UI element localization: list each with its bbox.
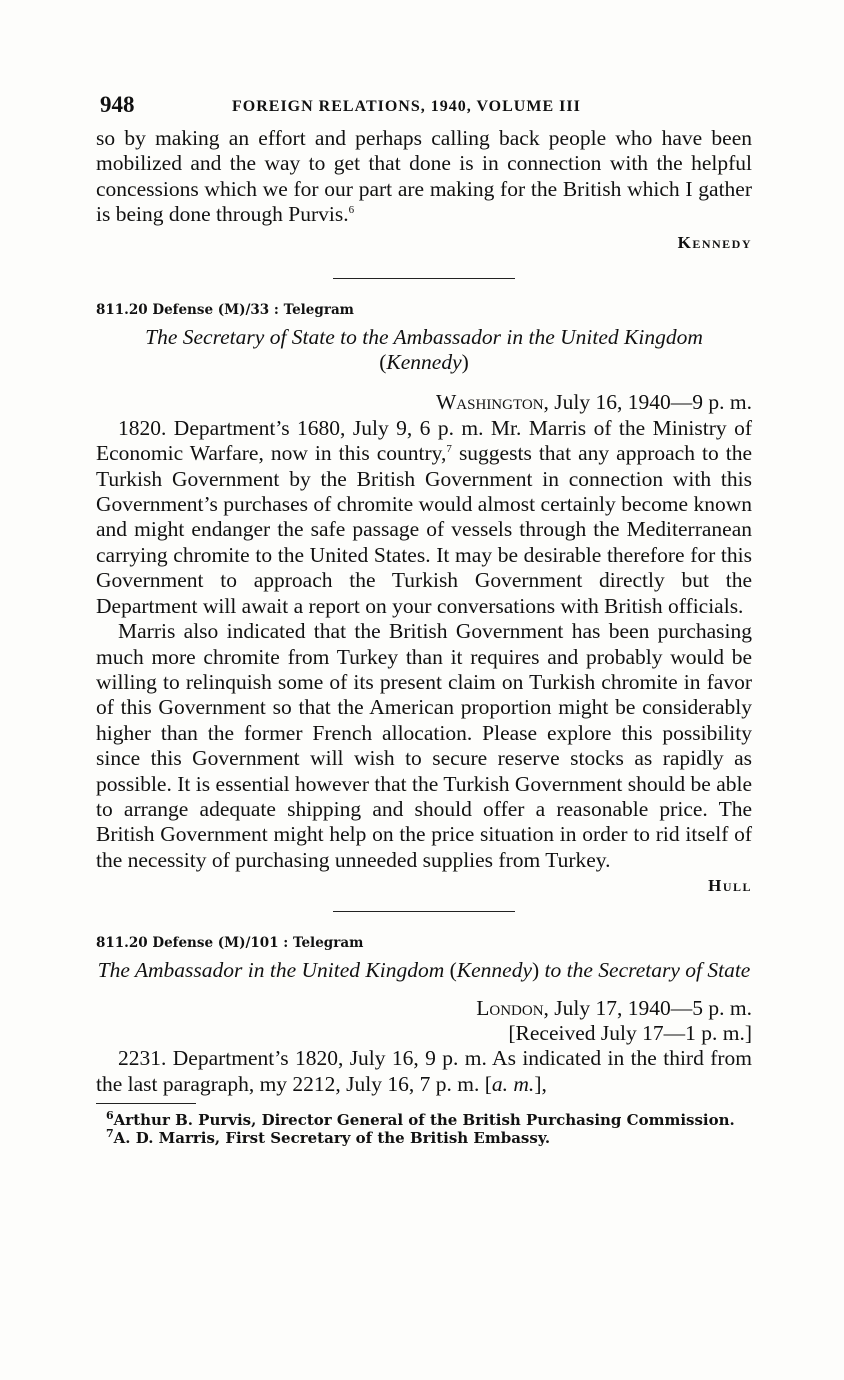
doc2-dateline	[96, 996, 752, 1021]
doc1-dateline-place: Washington	[436, 390, 544, 415]
footnote-6-mark: 6	[106, 1109, 114, 1123]
doc1-title-paren-open: (	[379, 350, 387, 375]
doc2-para1-am: a. m.	[491, 1071, 535, 1096]
doc2-title-main: The Ambassador in the United Kingdom	[97, 958, 445, 983]
doc1-title-name: Kennedy	[386, 350, 462, 375]
doc2-title-paren-close: )	[532, 958, 540, 983]
doc1-dateline	[96, 390, 752, 415]
doc2-title-name: Kennedy	[456, 958, 532, 983]
doc2-dateline-date: , July 17, 1940—5 p. m.	[543, 995, 752, 1020]
doc2-para1-text-a: 2231. Department’s 1820, July 16, 9 p. m. As indicated in the third from the last paragraph, my 2212, July 16, 7 p. m. [	[96, 1046, 752, 1096]
running-head	[96, 92, 752, 126]
page-number: 948	[100, 92, 135, 117]
doc2-title	[96, 958, 752, 983]
doc2-paragraph-1	[96, 1046, 752, 1097]
doc2-title-paren-open: (	[444, 958, 457, 983]
footnote-6	[96, 1109, 752, 1130]
doc2-reference: 811.20 Defense (M)/101 : Telegram	[96, 935, 364, 952]
signature-hull: Hull	[708, 876, 752, 896]
doc2-title-tail: to the Secretary of State	[539, 958, 751, 983]
running-title: FOREIGN RELATIONS, 1940, VOLUME III	[232, 98, 581, 115]
doc1-paragraph-2: Marris also indicated that the British Government has been purchasing much more chromite from Turkey than it requires and probably would be willing to relinquish some of its present claim on Turkish chromite in favor of this Government so that the American proportion might be considerably higher than the former French allocation. Please explore this possibility since this Government will wish to secure reserve stocks as rapidly as possible. It is essential however that the Turkish Government should be able to arrange adequate shipping and should offer a reasonable price. The British Government might help on the price situation in order to rid itself of the necessity of purchasing unneeded supplies from Turkey.	[96, 619, 752, 872]
doc1-dateline-date: , July 16, 1940—9 p. m.	[543, 390, 752, 415]
doc2-para1-text-b: ],	[534, 1071, 547, 1096]
document-page	[96, 92, 752, 1147]
footnote-rule	[96, 1103, 196, 1104]
intro-paragraph	[96, 126, 752, 228]
doc1-paragraph-1	[96, 416, 752, 619]
doc1-title	[96, 325, 752, 376]
doc1-para1-text-b: suggests that any approach to the Turkish Government by the British Government in connection with this Government’s purchases of chromite would almost certainly become known and might endanger the safe passage of vessels through the Mediterranean carrying chromite to the United States. It may be desirable therefore for this Government to approach the Turkish Government directly but the Department will await a report on your conversations with British officials.	[96, 441, 752, 618]
footnotes	[96, 1103, 752, 1147]
doc1-reference: 811.20 Defense (M)/33 : Telegram	[96, 301, 354, 318]
intro-text: so by making an effort and perhaps calling back people who have been mobilized and the way to get that done is in connection with the helpful concessions which we for our part are making for the British which I gather is being done through Purvis.	[96, 126, 752, 227]
doc1-title-main: The Secretary of State to the Ambassador in the United Kingdom	[145, 324, 703, 349]
signature-kennedy: Kennedy	[677, 232, 752, 252]
doc1-title-paren-close: )	[461, 350, 469, 375]
footnote-7-text: A. D. Marris, First Secretary of the British Embassy.	[113, 1128, 551, 1147]
footnote-7-mark: 7	[106, 1126, 114, 1140]
footnote-7	[96, 1126, 752, 1148]
footnote-mark-6: 6	[348, 204, 355, 217]
doc2-dateline-place: London	[476, 995, 544, 1020]
footnote-mark-7: 7	[446, 443, 452, 456]
doc1-para1-text-a: 1820. Department’s 1680, July 9, 6 p. m. Mr. Marris of the Ministry of Economic Warfare, now in this country,	[96, 415, 752, 466]
footnote-6-text: Arthur B. Purvis, Director General of the British Purchasing Commission.	[113, 1111, 735, 1130]
doc2-received: [Received July 17—1 p. m.]	[508, 1020, 752, 1045]
